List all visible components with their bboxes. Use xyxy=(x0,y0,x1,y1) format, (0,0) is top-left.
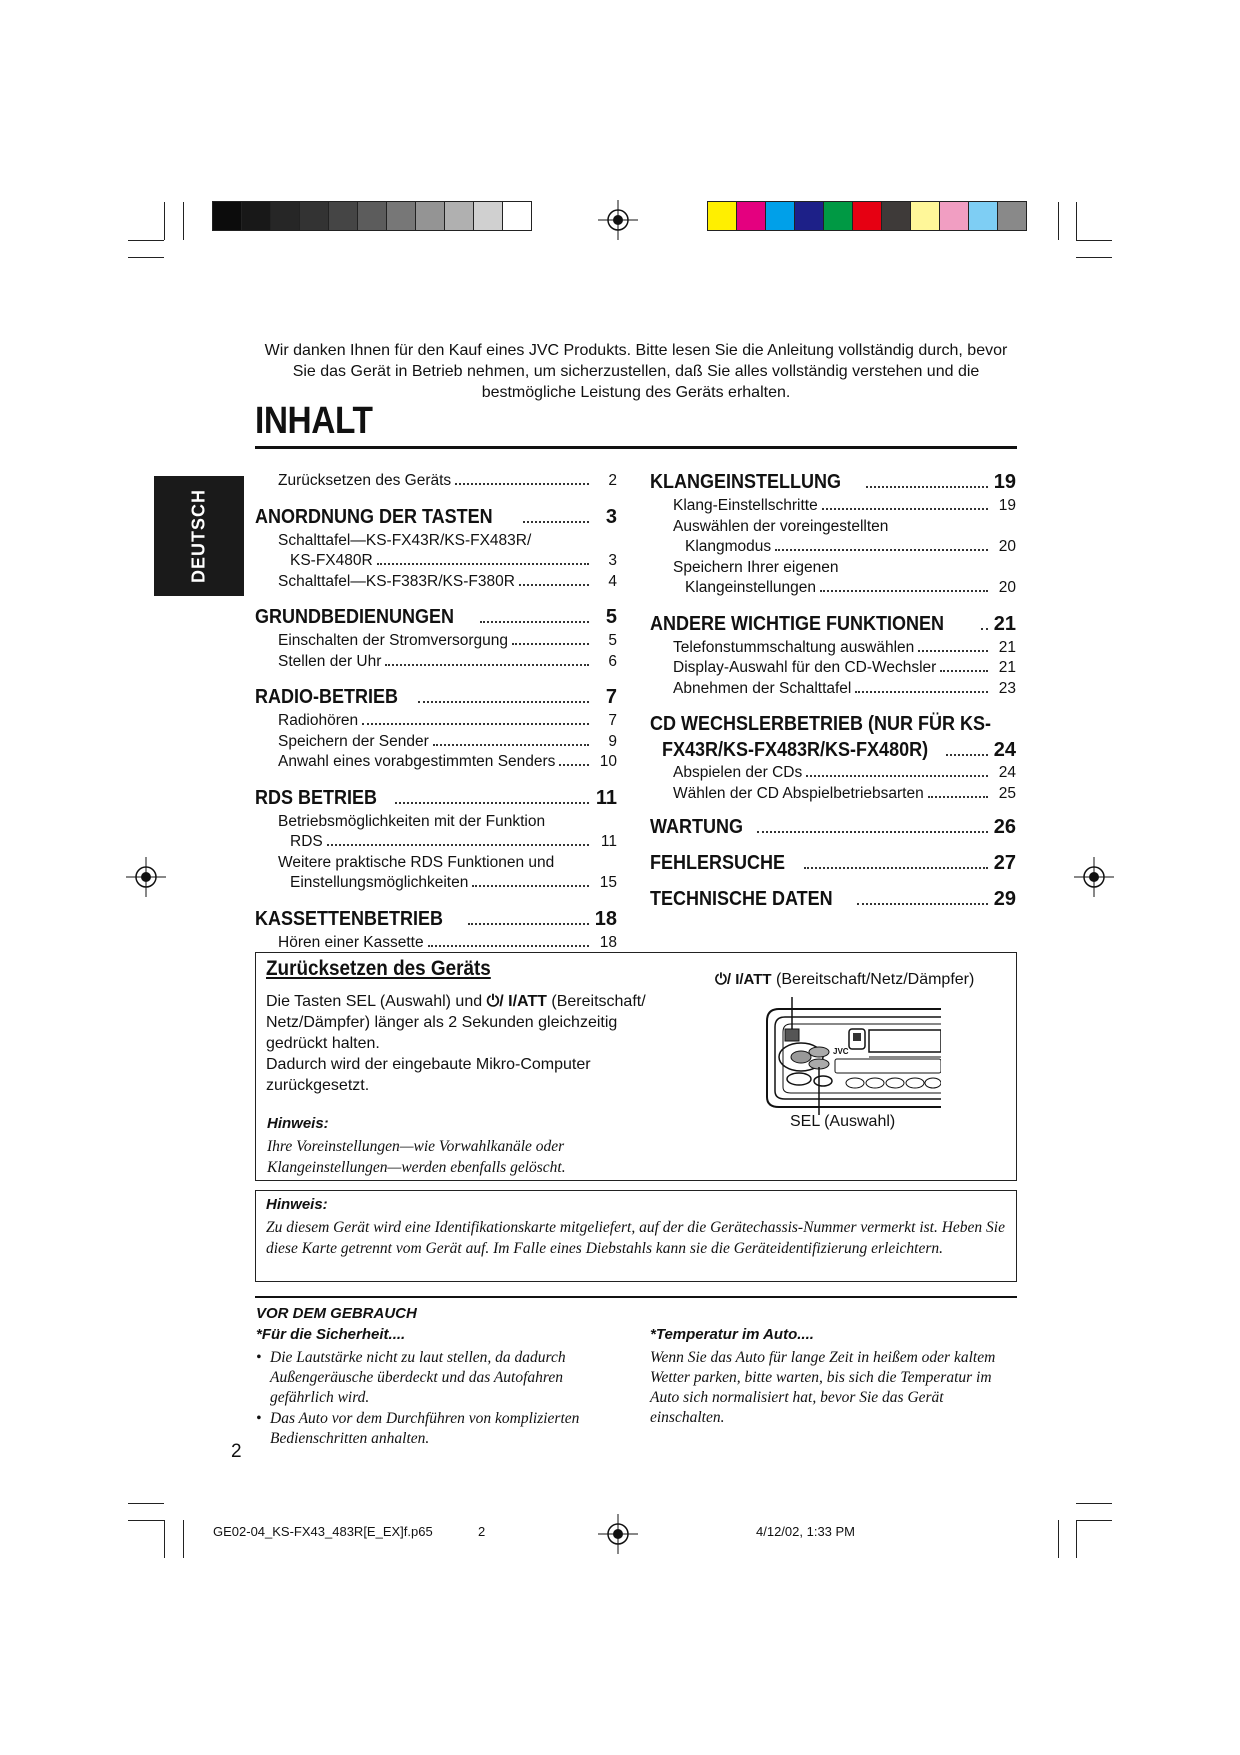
safety-heading: *Für die Sicherheit.... xyxy=(256,1326,406,1343)
color-swatch xyxy=(795,202,824,230)
reset-hint-text: Ihre Voreinstellungen—wie Vorwahlkanäle oder Klangeinstellungen—werden ebenfalls gelöscht. xyxy=(267,1138,566,1176)
toc-left-column xyxy=(255,471,617,953)
toc-entry[interactable]: Wählen der CD Abspielbetriebsarten 25 xyxy=(673,784,1016,802)
toc-entry-cont[interactable]: KS-FX480R 3 xyxy=(290,552,617,569)
footer-page: 2 xyxy=(478,1524,486,1539)
toc-section[interactable]: KASSETTENBETRIEB 18 xyxy=(255,907,617,930)
language-tab xyxy=(154,476,244,596)
toc-section[interactable]: GRUNDBEDIENUNGEN 5 xyxy=(255,606,617,628)
gray-swatch xyxy=(329,202,358,230)
reset-box xyxy=(255,952,1017,1181)
toc-entry[interactable]: Speichern der Sender 9 xyxy=(278,732,617,750)
id-card-box xyxy=(255,1190,1017,1282)
temperature-text: Wenn Sie das Auto für lange Zeit in heißem oder kaltem Wetter parken, bitte warten, bis sich die Temperatur im Auto sich normalisiert hat, bevor Sie das Gerät einschalten. xyxy=(650,1349,996,1426)
reset-hint-label: Hinweis: xyxy=(267,1115,329,1132)
brand-logo: JVC xyxy=(833,1047,849,1056)
color-bar xyxy=(707,201,1027,231)
registration-mark-bottom-icon xyxy=(598,1514,638,1554)
car-stereo-illustration xyxy=(761,997,941,1115)
toc-entry[interactable]: Radiohören 7 xyxy=(278,712,617,729)
footer-date: 4/12/02, 1:33 PM xyxy=(756,1524,856,1539)
toc-section[interactable]: CD WECHSLERBETRIEB (NUR FÜR KS- FX43R/KS-FX483R/KS-FX480R) 24 xyxy=(650,713,1016,761)
toc-entry-cont[interactable]: Klangmodus 20 xyxy=(685,538,1016,555)
reset-instructions: Die Tasten SEL (Auswahl) und ⏻/ I/ATT (Bereitschaft/ Netz/Dämpfer) länger als 2 Sekunden gleichzeitig gedrückt halten. Dadurch wird der eingebaute Mikro-Computer zurückgesetzt. xyxy=(266,993,646,1094)
registration-mark-top-icon xyxy=(598,200,638,240)
toc-entry[interactable]: Schalttafel—KS-FX43R/KS-FX483R/ xyxy=(278,531,532,549)
color-swatch xyxy=(882,202,911,230)
gray-swatch xyxy=(445,202,474,230)
toc-entry[interactable]: Anwahl eines vorabgestimmten Senders 10 xyxy=(278,753,617,770)
toc-entry[interactable]: Stellen der Uhr 6 xyxy=(278,652,617,670)
toc-section[interactable]: KLANGEINSTELLUNG 19 xyxy=(650,471,1016,493)
page-number: 2 xyxy=(231,1441,242,1462)
list-item: • Die Lautstärke nicht zu laut stellen, da dadurch Außengeräusche überdeckt und das Autofahren gefährlich wird. xyxy=(256,1349,566,1406)
color-swatch xyxy=(940,202,969,230)
toc-entry[interactable]: Telefonstummschaltung auswählen 21 xyxy=(673,638,1016,656)
before-use-heading: VOR DEM GEBRAUCH xyxy=(256,1305,417,1322)
grayscale-bar xyxy=(212,201,532,231)
reset-box-title: Zurücksetzen des Geräts xyxy=(266,957,491,980)
list-item: • Das Auto vor dem Durchführen von komplizierten Bedienschritten anhalten. xyxy=(256,1410,580,1447)
title-rule xyxy=(255,446,1017,449)
color-swatch xyxy=(824,202,853,230)
toc-section[interactable]: FEHLERSUCHE 27 xyxy=(650,852,1016,874)
toc-entry[interactable]: Schalttafel—KS-F383R/KS-F380R 4 xyxy=(278,572,617,590)
toc-entry[interactable]: Speichern Ihrer eigenen xyxy=(673,558,839,576)
gray-swatch xyxy=(271,202,300,230)
registration-mark-right-icon xyxy=(1074,857,1114,897)
toc-entry[interactable]: Einschalten der Stromversorgung 5 xyxy=(278,632,617,649)
color-swatch xyxy=(998,202,1026,230)
id-hint-text: Zu diesem Gerät wird eine Identifikationskarte mitgeliefert, auf der die Gerätechassis-Nummer vermerkt ist. Heben Sie diese Karte getrennt vom Gerät auf. Im Falle eines Diebstahls kann sie die Geräteidentifizierung erleichtern. xyxy=(266,1219,1005,1257)
toc-section[interactable]: RADIO-BETRIEB 7 xyxy=(255,686,617,708)
toc-section[interactable]: ANDERE WICHTIGE FUNKTIONEN 21 xyxy=(650,612,1016,635)
page-title: INHALT xyxy=(255,400,373,442)
figure-bottom-label: SEL (Auswahl) xyxy=(790,1113,896,1130)
toc-entry[interactable]: Auswählen der voreingestellten xyxy=(673,517,889,535)
color-swatch xyxy=(766,202,795,230)
toc-entry[interactable]: Klang-Einstellschritte 19 xyxy=(673,497,1016,514)
figure-top-label: ⏻/ I/ATT (Bereitschaft/Netz/Dämpfer) xyxy=(715,971,975,988)
toc-entry-cont[interactable]: RDS 11 xyxy=(290,833,617,850)
language-tab-label: DEUTSCH xyxy=(188,488,209,584)
safety-list xyxy=(256,1348,616,1449)
toc-entry[interactable]: Zurücksetzen des Geräts 2 xyxy=(278,472,617,489)
toc-entry[interactable]: Abspielen der CDs 24 xyxy=(673,764,1016,781)
toc-section[interactable]: RDS BETRIEB 11 xyxy=(255,786,617,809)
toc-section[interactable]: ANORDNUNG DER TASTEN 3 xyxy=(255,505,617,528)
toc-entry[interactable]: Display-Auswahl für den CD-Wechsler 21 xyxy=(673,659,1016,676)
id-hint-label: Hinweis: xyxy=(266,1196,328,1213)
registration-mark-left-icon xyxy=(126,857,166,897)
color-swatch xyxy=(853,202,882,230)
toc-section[interactable]: WARTUNG 26 xyxy=(650,816,1016,838)
toc-entry[interactable]: Betriebsmöglichkeiten mit der Funktion xyxy=(278,812,546,830)
gray-swatch xyxy=(242,202,271,230)
temperature-heading: *Temperatur im Auto.... xyxy=(650,1326,814,1343)
gray-swatch xyxy=(503,202,531,230)
toc-right-column xyxy=(650,469,1016,913)
toc-entry-cont[interactable]: Einstellungsmöglichkeiten 15 xyxy=(290,874,617,891)
gray-swatch xyxy=(300,202,329,230)
color-swatch xyxy=(708,202,737,230)
gray-swatch xyxy=(358,202,387,230)
footer-filename: GE02-04_KS-FX43_483R[E_EX]f.p65 xyxy=(213,1524,433,1539)
toc-entry[interactable]: Weitere praktische RDS Funktionen und xyxy=(278,853,555,871)
power-att-symbol: ⏻/ I/ATT xyxy=(486,993,547,1010)
gray-swatch xyxy=(387,202,416,230)
intro-paragraph: Wir danken Ihnen für den Kauf eines JVC Produkts. Bitte lesen Sie die Anleitung vollständig durch, bevor Sie das Gerät in Betrieb nehmen, um sicherzustellen, daß Sie alles vollständig verstehen und die bestmögliche Leistung des Geräts erhalten. xyxy=(264,342,1008,401)
color-swatch xyxy=(969,202,998,230)
gray-swatch xyxy=(474,202,503,230)
color-swatch xyxy=(737,202,766,230)
toc-section[interactable]: TECHNISCHE DATEN 29 xyxy=(650,888,1016,910)
gray-swatch xyxy=(416,202,445,230)
color-swatch xyxy=(911,202,940,230)
toc-entry-cont[interactable]: Klangeinstellungen 20 xyxy=(685,579,1016,596)
toc-entry[interactable]: Hören einer Kassette 18 xyxy=(278,933,617,951)
toc-entry[interactable]: Abnehmen der Schalttafel 23 xyxy=(673,679,1016,697)
section-rule xyxy=(255,1296,1017,1298)
gray-swatch xyxy=(213,202,242,230)
